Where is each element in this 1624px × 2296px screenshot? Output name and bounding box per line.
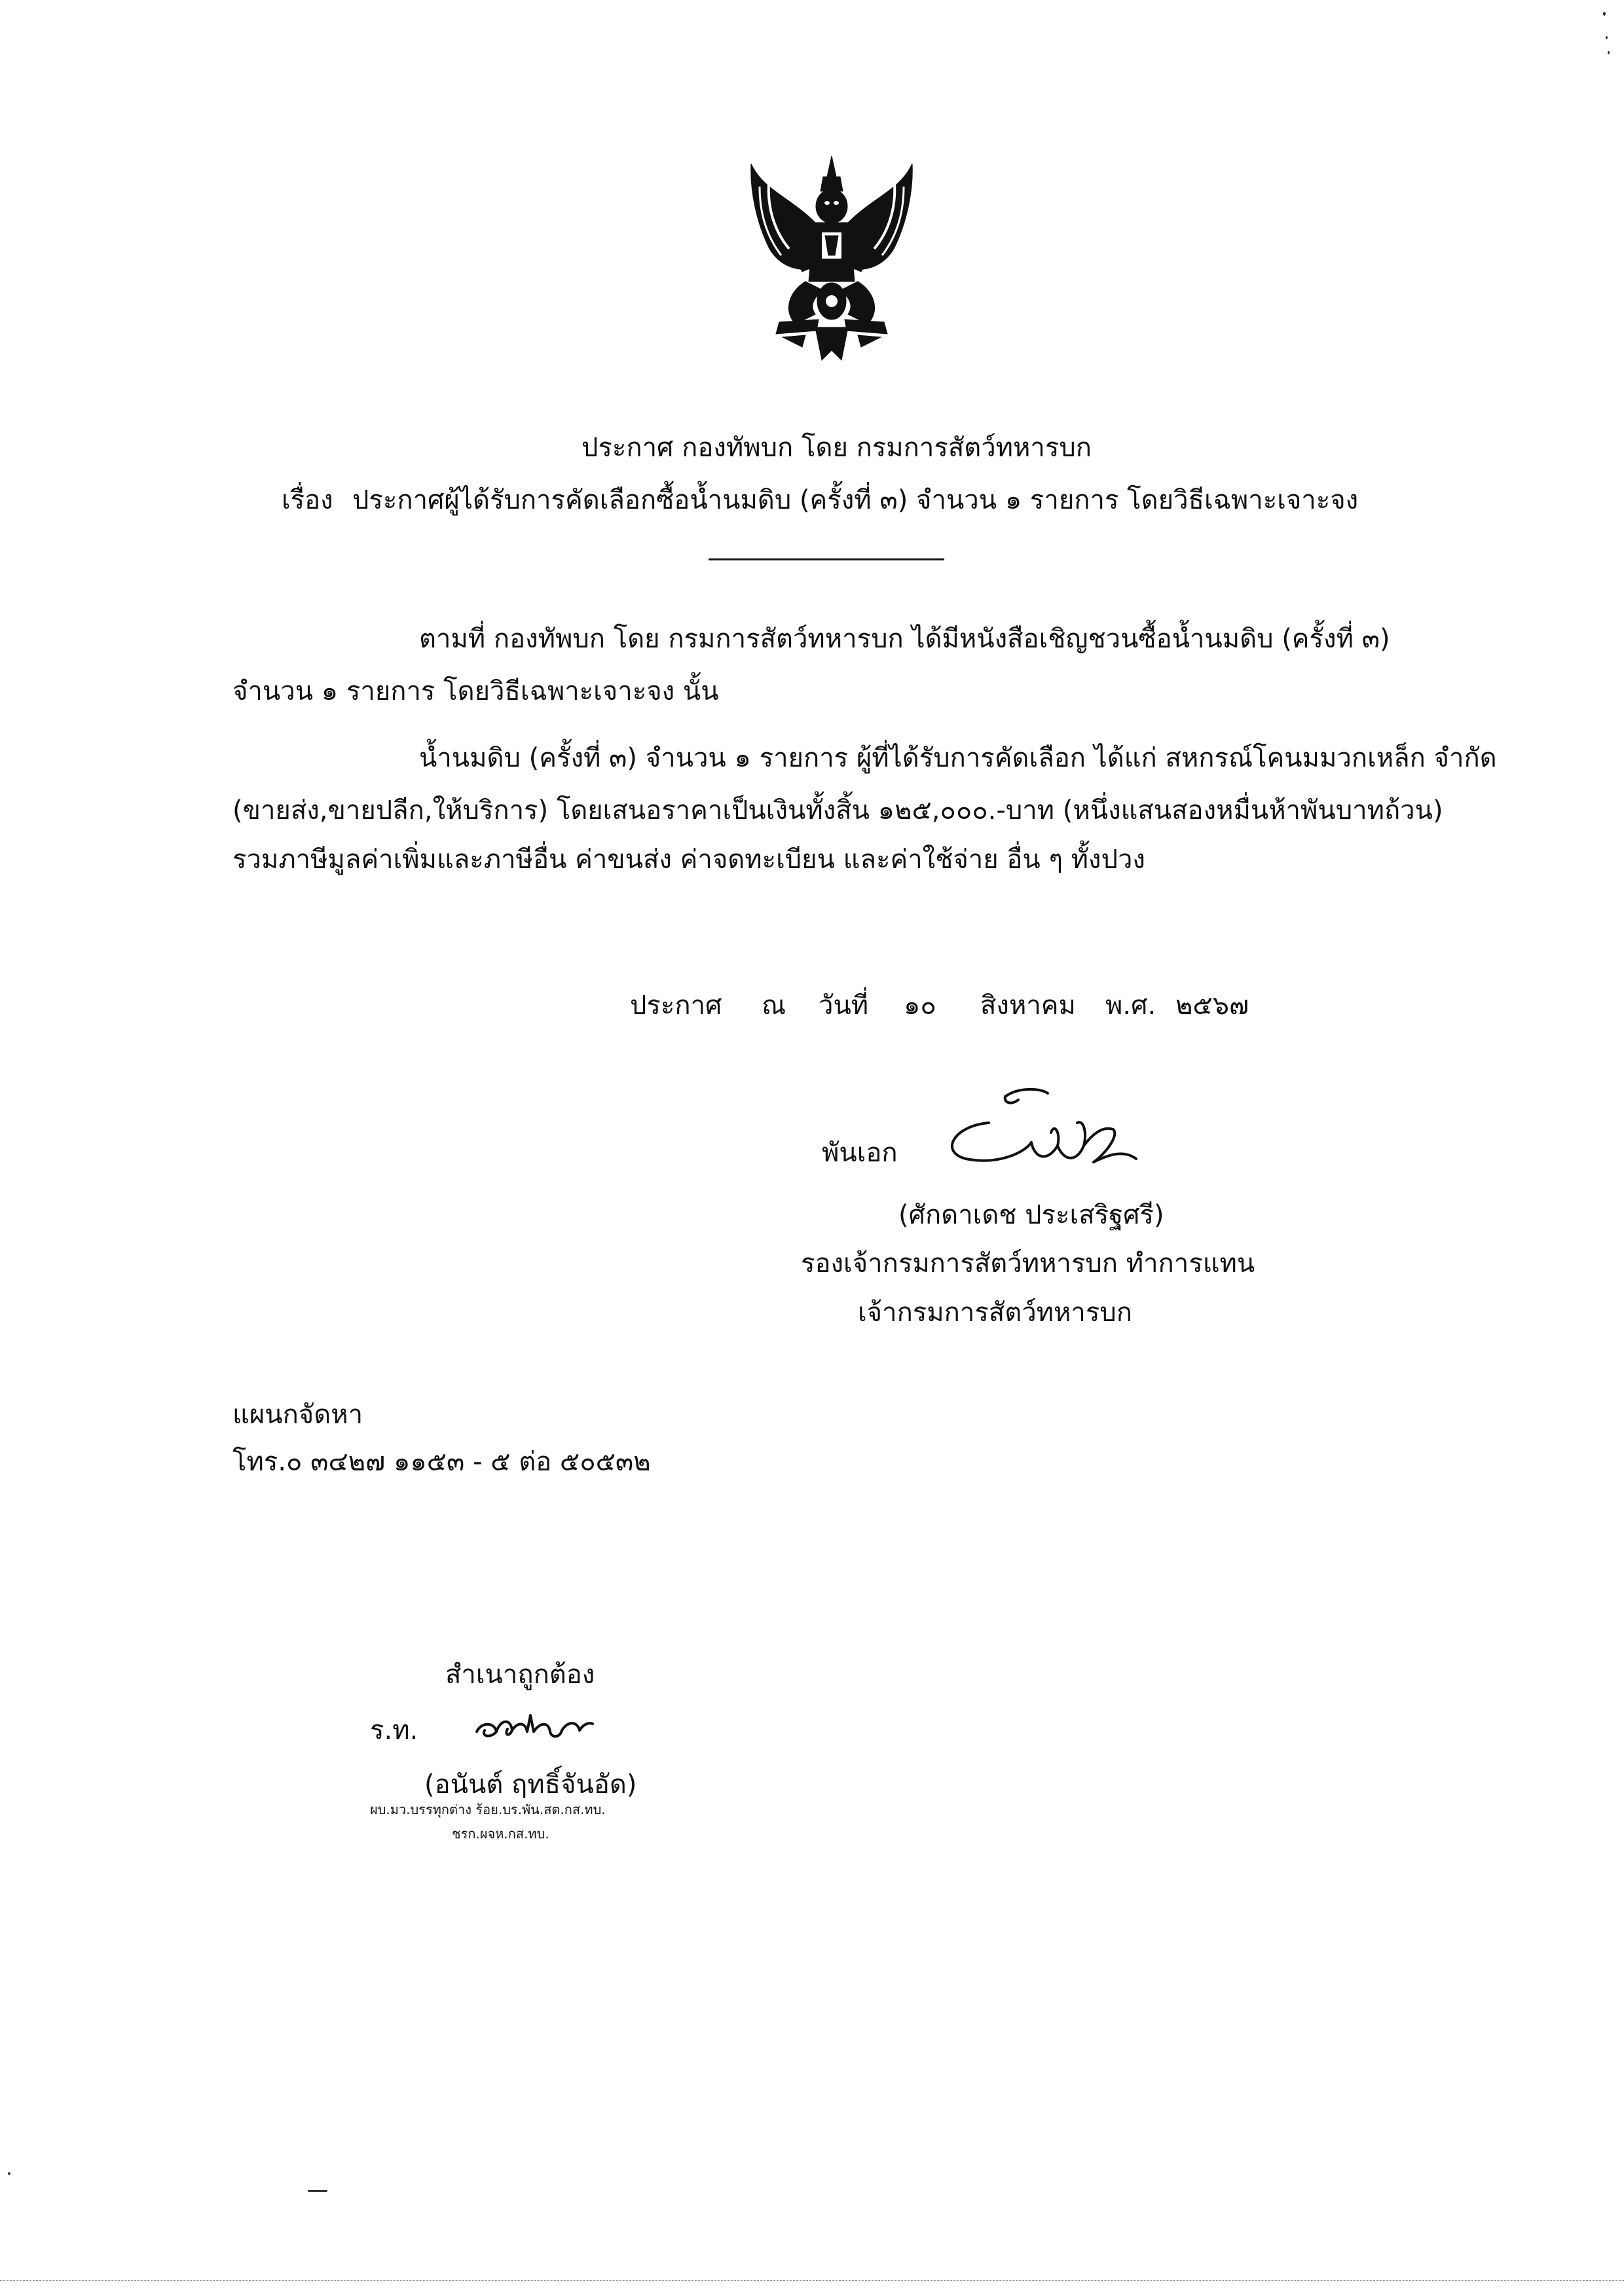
date-year: ๒๕๖๗ [1175,991,1249,1021]
date-at-label: ณ [762,991,786,1021]
paragraph-1-line-1: ตามที่ กองทัพบก โดย กรมการสัตว์ทหารบก ได้มีหนังสือเชิญชวนซื้อน้ำนมดิบ (ครั้งที่ ๓) [419,624,1390,654]
scan-speck [1606,36,1608,39]
certification-position-1: ผบ.มว.บรรทุกต่าง ร้อย.บร.พัน.สต.กส.ทบ. [370,1802,606,1817]
signatory-position-1: รองเจ้ากรมการสัตว์ทหารบก ทำการแทน [801,1248,1255,1279]
announcement-title: ประกาศ กองทัพบก โดย กรมการสัตว์ทหารบก [581,433,1092,463]
scan-speck [8,2172,10,2175]
scan-speck [1603,12,1606,16]
signatory-rank: พันเอก [822,1138,898,1168]
scan-speck [308,2190,327,2192]
date-month: สิงหาคม [980,991,1076,1021]
date-year-label: พ.ศ. [1105,991,1156,1021]
date-day: ๑๐ [904,991,936,1021]
subject-label: เรื่อง [282,485,333,515]
paragraph-2-line-1: น้ำนมดิบ (ครั้งที่ ๓) จำนวน ๑ รายการ ผู้ที่ได้รับการคัดเลือก ได้แก่ สหกรณ์โคนมมวกเหล็ก จำกัด [419,743,1497,773]
paragraph-1-line-2: จำนวน ๑ รายการ โดยวิธีเฉพาะเจาะจง นั้น [232,676,719,706]
paragraph-2-line-2: (ขายส่ง,ขายปลีก,ให้บริการ) โดยเสนอราคาเป็นเงินทั้งสิ้น ๑๒๕,๐๐๐.-บาท (หนึ่งแสนสองหมื่นห้าพันบาทถ้วน) [232,795,1443,826]
certification-name: (อนันต์ ฤทธิ์จันอัด) [424,1770,637,1800]
certification-rank: ร.ท. [370,1715,418,1745]
title-divider [709,558,944,560]
signatory-name: (ศักดาเดช ประเสริฐศรี) [898,1200,1164,1230]
contact-phone: โทร.๐ ๓๔๒๗ ๑๑๕๓ - ๕ ต่อ ๕๐๕๓๒ [232,1447,651,1477]
signatory-position-2: เจ้ากรมการสัตว์ทหารบก [858,1298,1132,1328]
contact-department: แผนกจัดหา [232,1400,363,1430]
garuda-emblem-icon [743,151,920,367]
certification-label: สำเนาถูกต้อง [445,1660,595,1690]
certification-position-2: ชรก.ผจห.กส.ทบ. [452,1826,549,1842]
date-announce-label: ประกาศ [630,991,722,1021]
paragraph-2-line-3: รวมภาษีมูลค่าเพิ่มและภาษีอื่น ค่าขนส่ง ค่าจดทะเบียน และค่าใช้จ่าย อื่น ๆ ทั้งปวง [232,845,1145,875]
scan-edge-line [0,2280,1624,2281]
signature-image [927,1080,1149,1178]
scan-speck [1608,51,1610,54]
date-day-label: วันที่ [819,991,869,1021]
subject-text: ประกาศผู้ได้รับการคัดเลือกซื้อน้ำนมดิบ (ครั้งที่ ๓) จำนวน ๑ รายการ โดยวิธีเฉพาะเจาะจง [352,485,1359,515]
certification-signature-image [471,1705,596,1751]
